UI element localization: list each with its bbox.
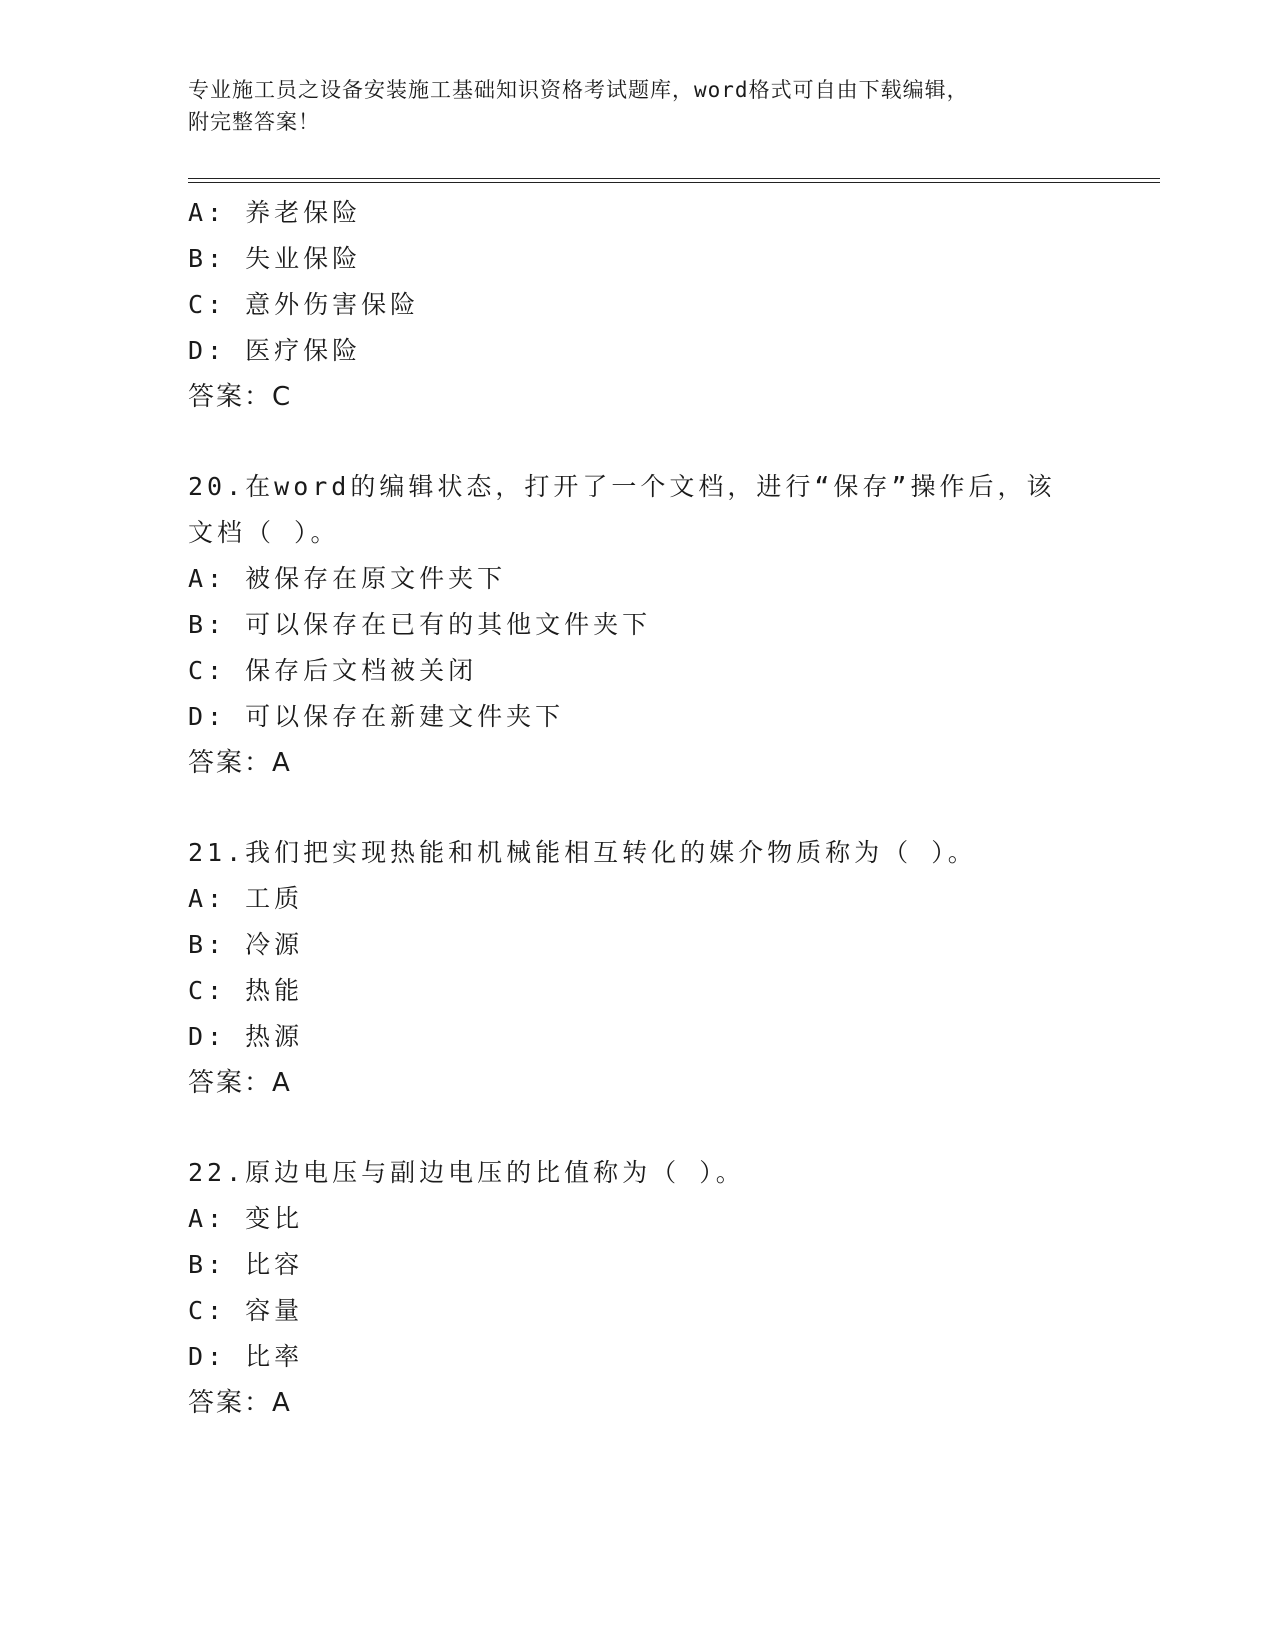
option-c: C: 意外伤害保险 — [188, 290, 420, 319]
question-stem-cont: 文档（ ）。 — [188, 518, 340, 547]
header-title-line2: 附完整答案！ — [188, 110, 320, 134]
answer-line: 答案：A — [188, 748, 292, 778]
option-a: A: 工质 — [188, 884, 304, 913]
option-b: B: 冷源 — [188, 930, 304, 959]
option-d: D: 可以保存在新建文件夹下 — [188, 702, 565, 731]
option-a: A: 被保存在原文件夹下 — [188, 564, 507, 593]
header-title-line1: 专业施工员之设备安装施工基础知识资格考试题库，word格式可自由下载编辑， — [188, 78, 969, 102]
header-rule-bottom — [188, 182, 1160, 183]
option-d: D: 热源 — [188, 1022, 304, 1051]
option-b: B: 可以保存在已有的其他文件夹下 — [188, 610, 652, 639]
question-list — [188, 190, 1088, 1426]
header-rule-top — [188, 178, 1160, 179]
option-d: D: 医疗保险 — [188, 336, 362, 365]
question-block — [188, 464, 1088, 786]
question-stem: 20.在word的编辑状态，打开了一个文档，进行“保存”操作后，该 — [188, 472, 1056, 501]
answer-line: 答案：A — [188, 1388, 292, 1418]
question-block — [188, 1150, 1088, 1426]
option-c: C: 热能 — [188, 976, 304, 1005]
option-c: C: 保存后文档被关闭 — [188, 656, 478, 685]
question-block — [188, 190, 1088, 420]
option-b: B: 失业保险 — [188, 244, 362, 273]
answer-line: 答案：A — [188, 1068, 292, 1098]
document-header — [188, 74, 1068, 138]
option-a: A: 养老保险 — [188, 198, 362, 227]
option-c: C: 容量 — [188, 1296, 304, 1325]
question-block — [188, 830, 1088, 1106]
option-b: B: 比容 — [188, 1250, 304, 1279]
option-d: D: 比率 — [188, 1342, 304, 1371]
question-stem: 21.我们把实现热能和机械能相互转化的媒介物质称为（ ）。 — [188, 838, 977, 867]
answer-line: 答案：C — [188, 382, 293, 412]
option-a: A: 变比 — [188, 1204, 304, 1233]
question-stem: 22.原边电压与副边电压的比值称为（ ）。 — [188, 1158, 745, 1187]
